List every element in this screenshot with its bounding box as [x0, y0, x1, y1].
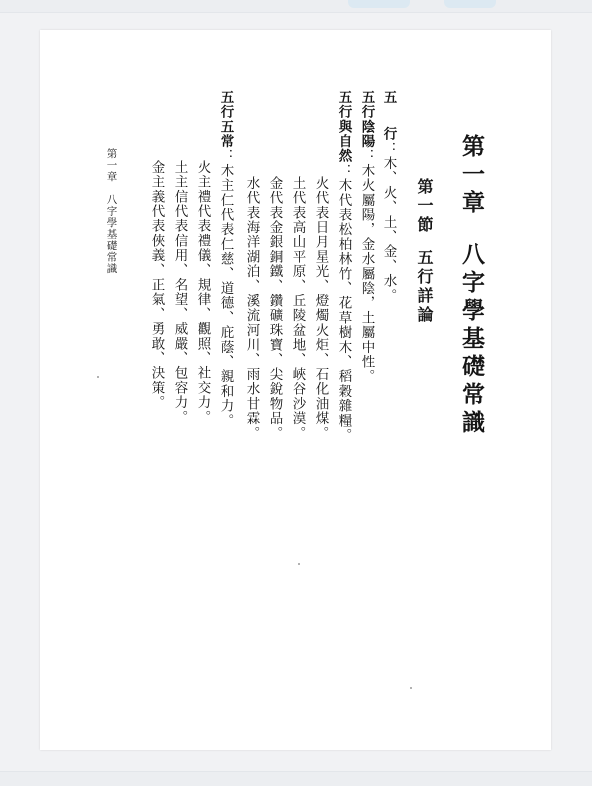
virtue-earth-line: 土主信代表信用、名望、威嚴、包容力。: [171, 160, 188, 425]
yinyang-separator: ：: [358, 148, 375, 164]
nature-water-line: 水代表海洋湖泊、溪流河川、雨水甘霖。: [243, 176, 260, 441]
nature-wood: 木代表松柏林竹、花草樹木、稻穀雜糧。: [335, 178, 352, 443]
section-number: 第一節: [415, 178, 434, 235]
scan-speck: [298, 563, 300, 565]
yinyang-heading: 五行陰陽: [358, 90, 375, 149]
nature-metal-line: 金代表金銀銅鐵、鑽礦珠寶、尖銳物品。: [266, 176, 283, 441]
nature-earth-line: 土代表高山平原、丘陵盆地、峽谷沙漠。: [289, 176, 306, 441]
document-page: [40, 30, 551, 750]
viewer-tab[interactable]: [444, 0, 496, 8]
wuxing-heading-second: 行: [380, 126, 397, 142]
virtue-heading: 五行五常: [217, 90, 234, 149]
viewer-bottom-bar: [0, 771, 592, 786]
virtue-metal-line: 金主義代表俠義、正氣、勇敢、決策。: [148, 160, 165, 410]
nature-fire-line: 火代表日月星光、燈燭火炬、石化油煤。: [312, 176, 329, 441]
chapter-title: [460, 134, 483, 438]
running-footer: 第一章 八字學基礎常識: [105, 148, 118, 275]
virtue-wood: 木主仁代表仁慈、道德、庇蔭、親和力。: [217, 163, 234, 429]
chapter-name: 八字學基礎常識: [458, 242, 485, 438]
viewer-top-bar: [0, 0, 592, 13]
chapter-number: 第一章: [458, 134, 485, 218]
wuxing-body: 木、火、土、金、水。: [380, 156, 397, 304]
wuxing-line: [381, 90, 395, 303]
virtue-fire-line: 火主禮代表禮儀、規律、觀照、社交力。: [194, 160, 211, 425]
nature-heading: 五行與自然: [335, 90, 352, 164]
section-title: [416, 178, 432, 325]
virtue-separator: ：: [217, 148, 234, 164]
wuxing-separator: ：: [380, 141, 397, 157]
yinyang-body: 木火屬陽，金水屬陰，土屬中性。: [358, 163, 375, 385]
scan-speck: [410, 687, 412, 689]
scan-speck: [97, 376, 99, 378]
nature-line: [336, 90, 350, 443]
wuxing-heading-first: 五: [380, 90, 397, 105]
virtue-line: [218, 90, 232, 428]
section-name: 五行詳論: [415, 249, 434, 325]
yinyang-line: [359, 90, 373, 384]
nature-separator: ：: [335, 163, 352, 179]
viewer-tab[interactable]: [348, 0, 410, 8]
